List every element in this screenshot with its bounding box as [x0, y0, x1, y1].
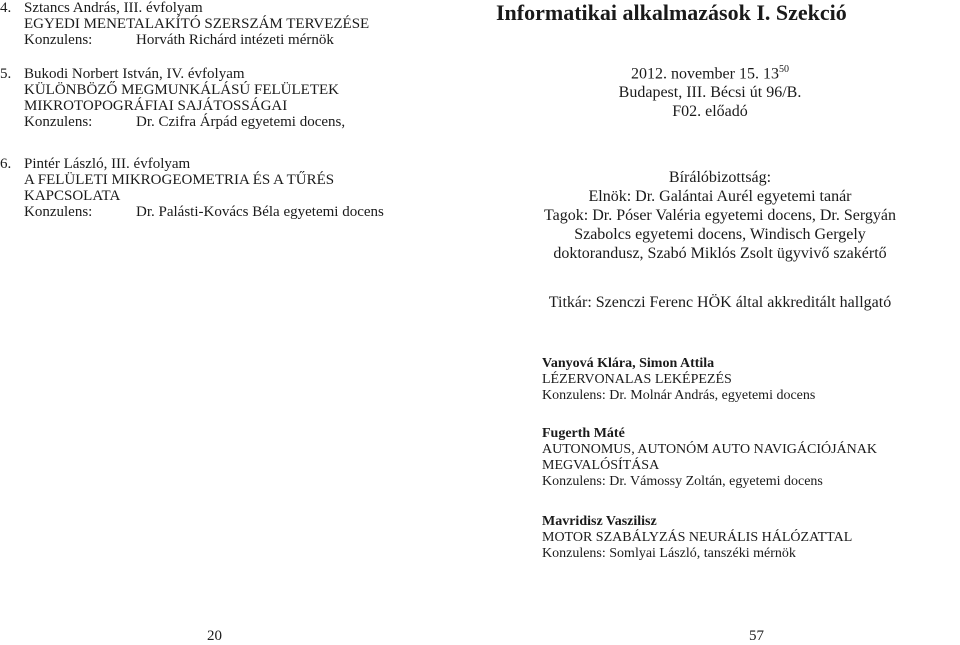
event-date [600, 60, 820, 83]
entry-advisor [24, 32, 369, 48]
talk-advisor: Konzulens: Dr. Vámossy Zoltán, egyetemi docens [542, 474, 823, 489]
entry-number: 5. [0, 66, 12, 82]
event-address: Budapest, III. Bécsi út 96/B. [618, 84, 802, 102]
talk-title: MOTOR SZABÁLYZÁS NEURÁLIS HÁLÓZATTAL [542, 530, 853, 545]
advisor-name: Dr. Palásti-Kovács Béla egyetemi docens [136, 204, 384, 220]
event-date-text: 2012. november 15. 13 [631, 65, 779, 83]
entry-number: 6. [0, 156, 12, 172]
committee-line: Szabolcs egyetemi docens, Windisch Gergely [574, 226, 866, 243]
event-room: F02. előadó [672, 103, 748, 121]
entry-4 [0, 0, 369, 48]
talk-author: Mavridisz Vaszilisz [542, 514, 657, 529]
entry-advisor [24, 114, 345, 130]
entry-title: KÜLÖNBÖZŐ MEGMUNKÁLÁSÚ FELÜLETEK [24, 82, 339, 98]
advisor-label: Konzulens: [24, 32, 93, 48]
committee-line: doktorandusz, Szabó Miklós Zsolt ügyvivő szakértő [553, 245, 887, 262]
talk-3 [542, 514, 852, 562]
right-page [480, 0, 960, 642]
talk-advisor: Konzulens: Dr. Molnár András, egyetemi docens [542, 388, 816, 403]
secretary: Titkár: Szenczi Ferenc HÖK által akkreditált hallgató [548, 294, 892, 311]
event-info [600, 60, 820, 121]
section-title: Informatikai alkalmazások I. Szekció [496, 0, 847, 25]
talk-author: Vanyová Klára, Simon Attila [542, 356, 715, 371]
left-page [0, 0, 470, 642]
entry-author: Sztancs András, III. évfolyam [24, 0, 203, 16]
advisor-label: Konzulens: [24, 204, 93, 220]
entry-title: KAPCSOLATA [24, 188, 121, 204]
talk-1 [542, 356, 815, 404]
talk-title: MEGVALÓSÍTÁSA [542, 458, 660, 473]
entry-6 [0, 156, 384, 220]
entry-author: Pintér László, III. évfolyam [24, 156, 191, 172]
entry-title: A FELÜLETI MIKROGEOMETRIA ÉS A TŰRÉS [24, 172, 335, 188]
entry-5 [0, 66, 345, 130]
entry-author: Bukodi Norbert István, IV. évfolyam [24, 66, 245, 82]
entry-advisor [24, 204, 384, 220]
entry-title: MIKROTOPOGRÁFIAI SAJÁTOSSÁGAI [24, 98, 288, 114]
talk-title: AUTONOMUS, AUTONÓM AUTO NAVIGÁCIÓJÁNAK [542, 442, 877, 457]
page-number-right: 57 [749, 628, 764, 644]
advisor-name: Horváth Richárd intézeti mérnök [136, 32, 334, 48]
committee-line: Elnök: Dr. Galántai Aurél egyetemi tanár [588, 188, 852, 205]
page-number-left: 20 [207, 628, 222, 644]
talk-advisor: Konzulens: Somlyai László, tanszéki mérnök [542, 546, 796, 561]
talk-author: Fugerth Máté [542, 426, 625, 441]
advisor-name: Dr. Czifra Árpád egyetemi docens, [136, 114, 346, 130]
advisor-label: Konzulens: [24, 114, 93, 130]
entry-title: EGYEDI MENETALAKÍTÓ SZERSZÁM TERVEZÉSE [24, 16, 370, 32]
committee-line: Tagok: Dr. Póser Valéria egyetemi docens, Dr. Sergyán [544, 207, 896, 224]
entry-number: 4. [0, 0, 12, 16]
committee [480, 168, 960, 263]
talk-title: LÉZERVONALAS LEKÉPEZÉS [542, 372, 732, 387]
committee-heading: Bírálóbizottság: [668, 169, 772, 186]
event-time-minutes: 50 [778, 64, 789, 75]
talk-2 [542, 426, 877, 490]
